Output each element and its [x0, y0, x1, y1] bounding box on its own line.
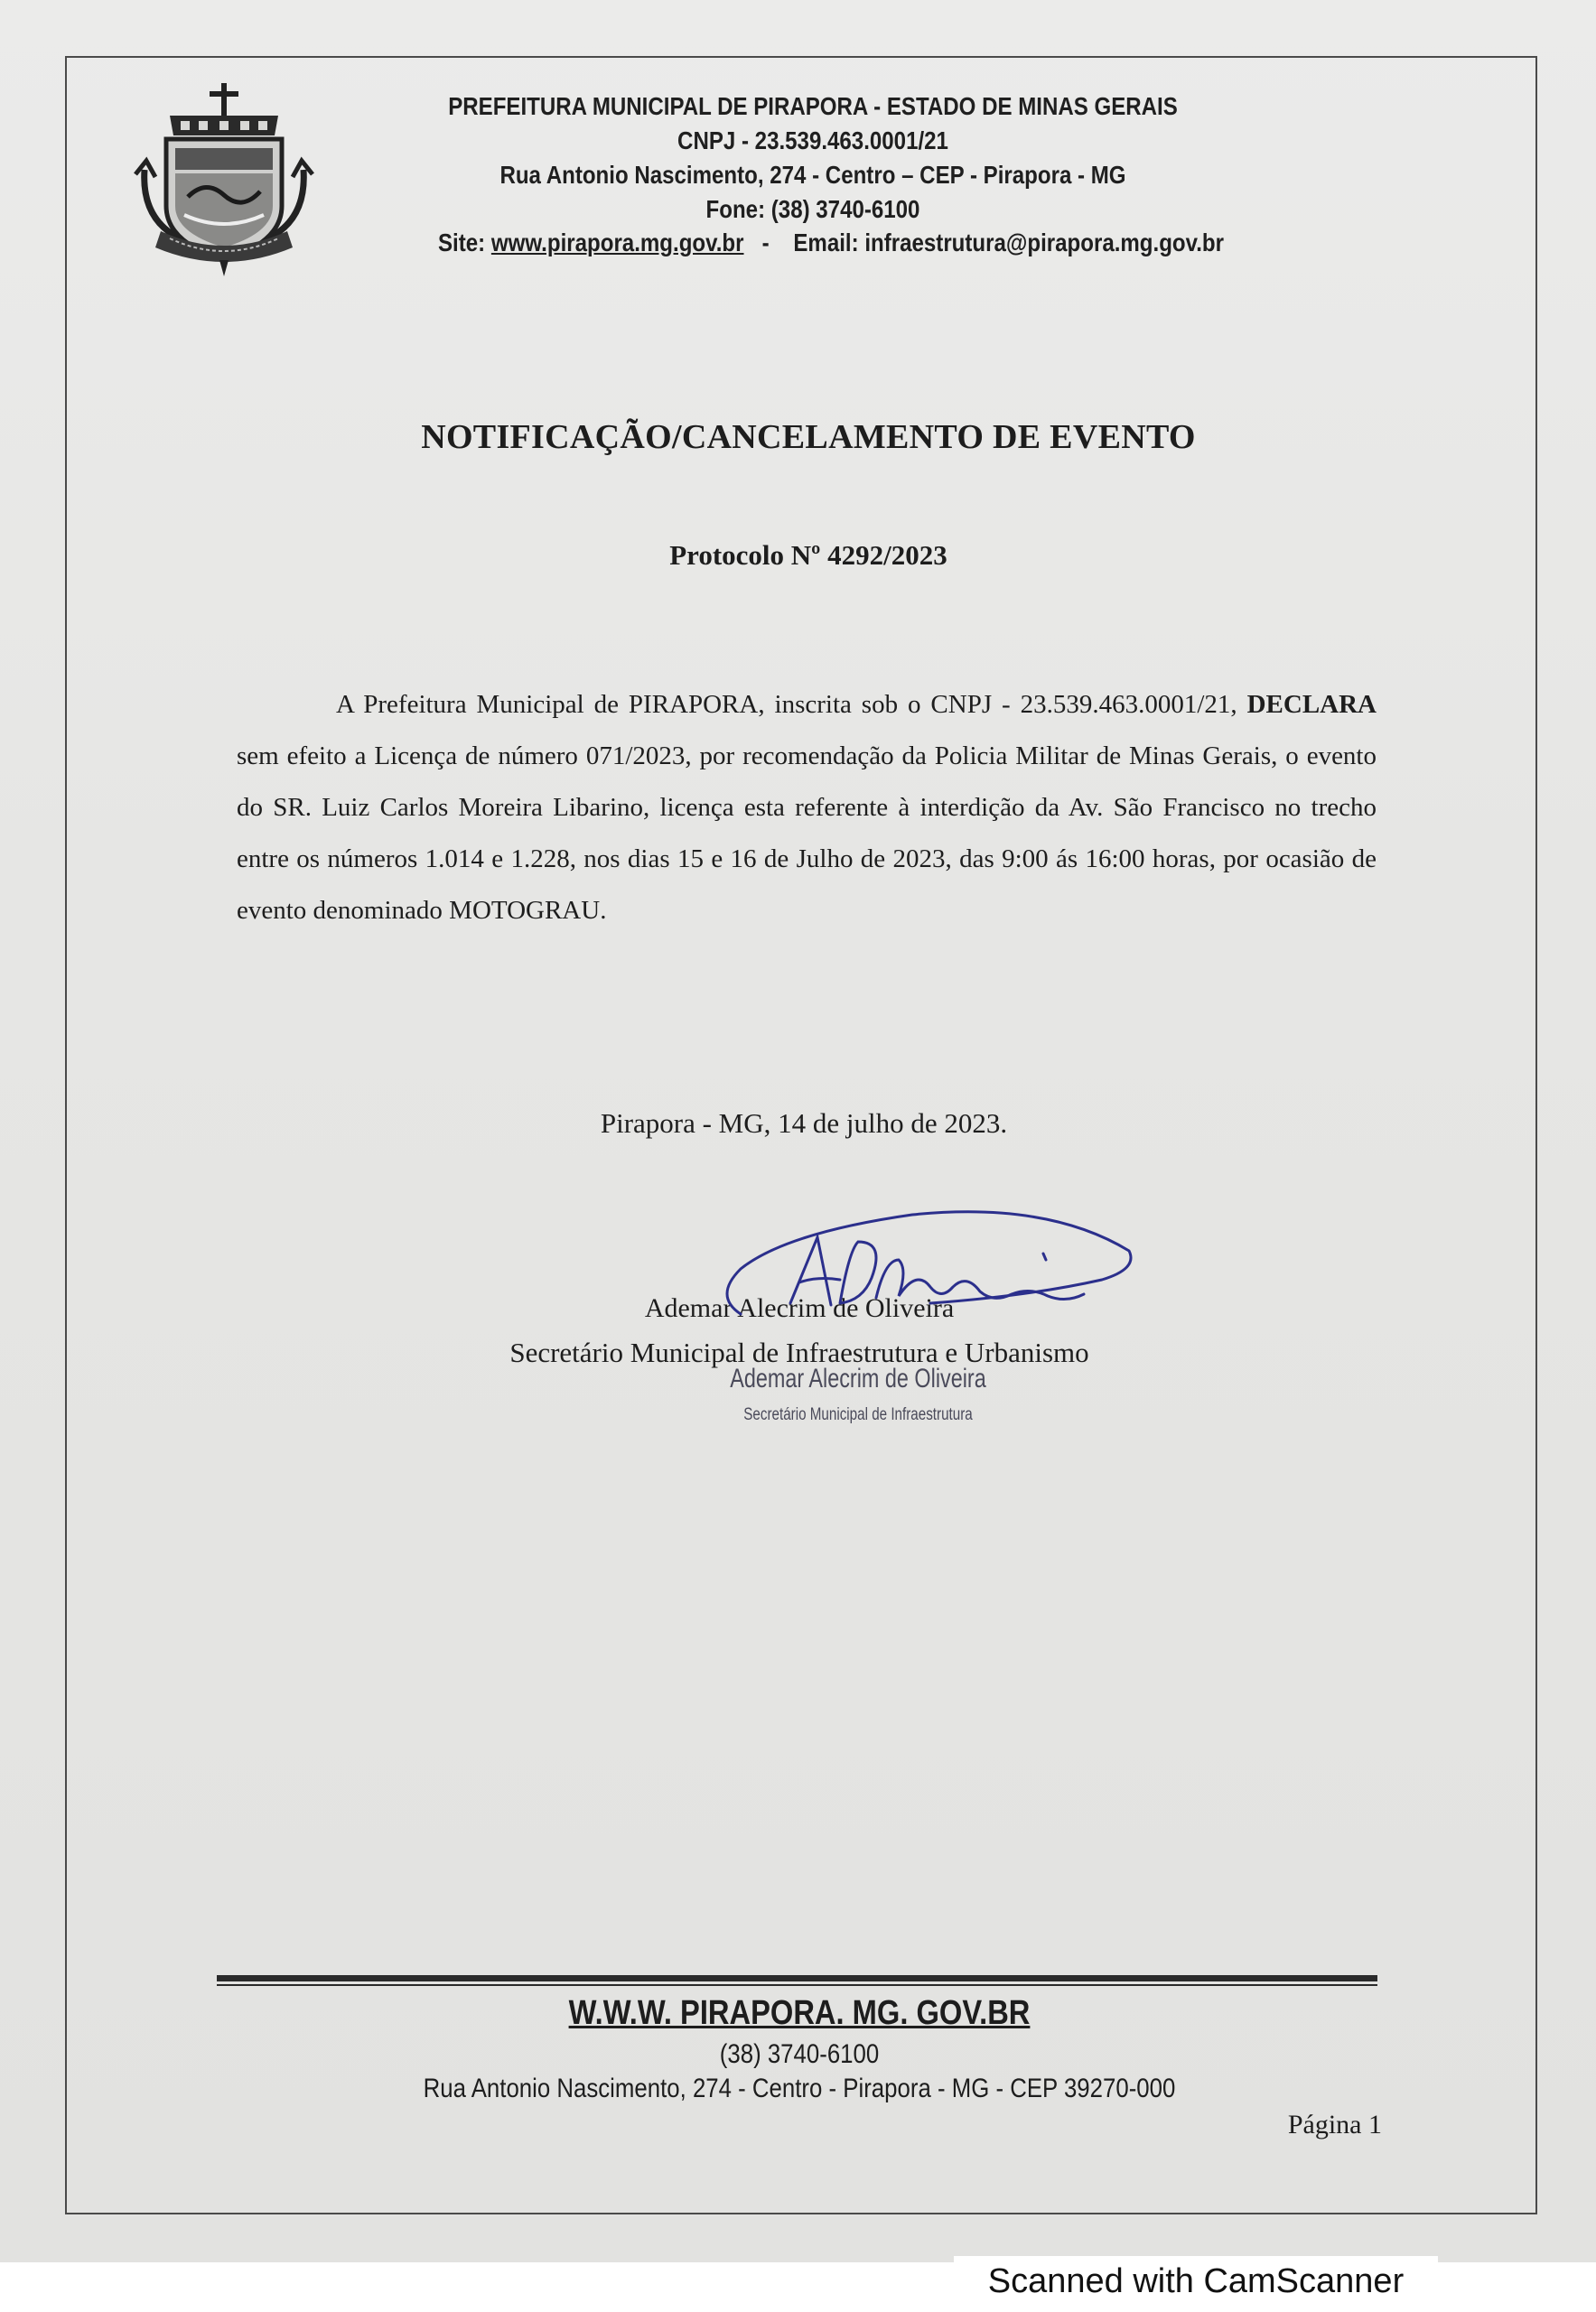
handwritten-signature [705, 1197, 1156, 1341]
contact-separator: - [761, 228, 770, 256]
header-address: Rua Antonio Nascimento, 274 - Centro – CEP - Pirapora - MG [499, 161, 1126, 189]
stamp-role: Secretário Municipal de Infraestrutura [743, 1405, 973, 1424]
document-title: NOTIFICAÇÃO/CANCELAMENTO DE EVENTO [421, 418, 1196, 456]
header-cnpj: CNPJ - 23.539.463.0001/21 [677, 126, 948, 154]
footer-address: Rua Antonio Nascimento, 274 - Centro - Pirapora - MG - CEP 39270-000 [423, 2074, 1176, 2103]
email-address[interactable]: infraestrutura@pirapora.mg.gov.br [864, 228, 1225, 256]
header-phone: Fone: (38) 3740-6100 [705, 195, 920, 223]
footer-divider-thin [217, 1984, 1377, 1986]
scanner-watermark: Scanned with CamScanner [954, 2256, 1438, 2307]
protocol-number: Protocolo Nº 4292/2023 [669, 539, 947, 571]
paragraph-remainder: sem efeito a Licença de número 071/2023, por recomendação da Policia Militar de Minas Gerais, o evento do SR. Luiz Carlos Moreira Libarino, licença esta referente à interdição da Av. São Francisco no trecho entre os números 1.014 e 1.228, nos dias 15 e 16 de Julho de 2023, das 9:00 ás 16:00 horas, por ocasião de evento denominado MOTOGRAU. [237, 741, 1377, 925]
footer-divider [217, 1975, 1377, 1981]
site-link[interactable]: www.pirapora.mg.gov.br [490, 228, 744, 256]
footer-website[interactable]: W.W.W. PIRAPORA. MG. GOV.BR [568, 1994, 1031, 2032]
declaration-paragraph [237, 679, 1377, 937]
header-institution: PREFEITURA MUNICIPAL DE PIRAPORA - ESTADO DE MINAS GERAIS [448, 92, 1178, 120]
paragraph-opening: A Prefeitura Municipal de PIRAPORA, inscrita sob o CNPJ - 23.539.463.0001/21, [336, 690, 1237, 719]
municipal-crest-icon [134, 79, 314, 278]
footer-phone: (38) 3740-6100 [719, 2039, 880, 2069]
site-label: Site: [437, 228, 486, 256]
place-and-date: Pirapora - MG, 14 de julho de 2023. [600, 1107, 1008, 1139]
stamp-name: Ademar Alecrim de Oliveira [730, 1364, 986, 1394]
signatory-name: Ademar Alecrim de Oliveira [644, 1293, 955, 1323]
page-number: Página 1 [1287, 2110, 1382, 2140]
email-label: Email: [793, 228, 859, 256]
header-contact-line [412, 228, 1251, 257]
signatory-role: Secretário Municipal de Infraestrutura e Urbanismo [509, 1337, 1089, 1368]
declara-keyword: DECLARA [1246, 690, 1377, 719]
